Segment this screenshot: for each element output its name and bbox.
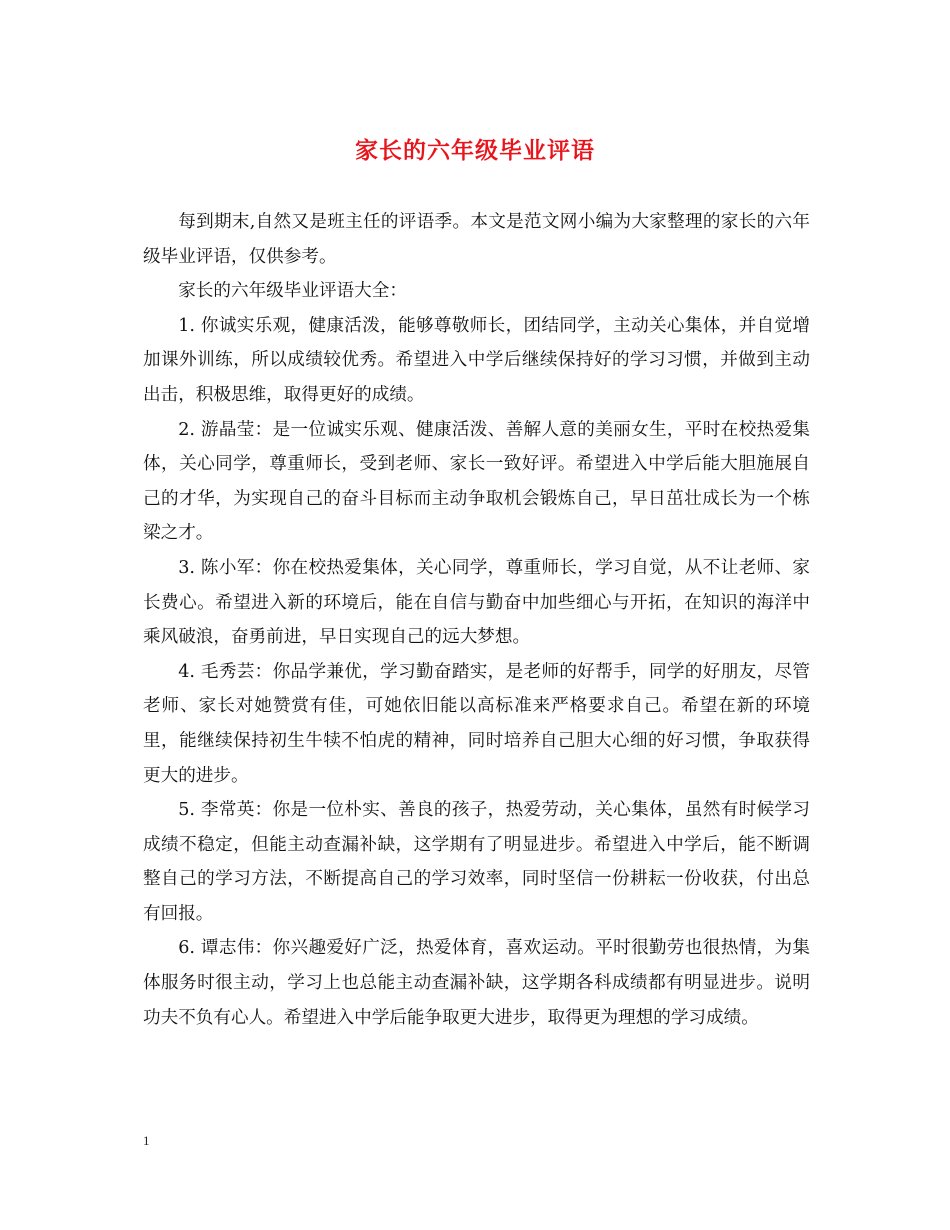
document-title: 家长的六年级毕业评语 [355, 137, 595, 164]
comment-item-1: 1. 你诚实乐观，健康活泼，能够尊敬师长，团结同学，主动关心集体，并自觉增加课外训练，所以成绩较优秀。希望进入中学后继续保持好的学习习惯，并做到主动出击，积极思维，取得更好的成绩。 [143, 315, 810, 405]
comment-item-3: 3. 陈小军：你在校热爱集体，关心同学，尊重师长，学习自觉，从不让老师、家长费心。希望进入新的环境后，能在自信与勤奋中加些细心与开拓，在知识的海洋中乘风破浪，奋勇前进，早日实现自己的远大梦想。 [143, 557, 810, 648]
comment-item-6: 6. 谭志伟：你兴趣爱好广泛，热爱体育，喜欢运动。平时很勤劳也很热情，为集体服务时很主动，学习上也总能主动查漏补缺，这学期各科成绩都有明显进步。说明功夫不负有心人。希望进入中学后能争取更大进步，取得更为理想的学习成绩。 [143, 938, 810, 1028]
comment-item-5: 5. 李常英：你是一位朴实、善良的孩子，热爱劳动，关心集体，虽然有时候学习成绩不稳定，但能主动查漏补缺，这学期有了明显进步。希望进入中学后，能不断调整自己的学习方法，不断提高自己的学习效率，同时坚信一份耕耘一份收获，付出总有回报。 [143, 800, 810, 924]
section-heading: 家长的六年级毕业评语大全： [178, 281, 407, 302]
comment-item-4: 4. 毛秀芸：你品学兼优，学习勤奋踏实，是老师的好帮手，同学的好朋友，尽管老师、家长对她赞赏有佳，可她依旧能以高标准来严格要求自己。希望在新的环境里，能继续保持初生牛犊不怕虎的精神，同时培养自己胆大心细的好习惯，争取获得更大的进步。 [143, 661, 810, 786]
comment-item-2: 2. 游晶莹：是一位诚实乐观、健康活泼、善解人意的美丽女生，平时在校热爱集体，关心同学，尊重师长，受到老师、家长一致好评。希望进入中学后能大胆施展自己的才华，为实现自己的奋斗目标而主动争取机会锻炼自己，早日茁壮成长为一个栋梁之才。 [143, 419, 810, 544]
intro-paragraph: 每到期末,自然又是班主任的评语季。本文是范文网小编为大家整理的家长的六年级毕业评语，仅供参考。 [143, 212, 810, 267]
page-number: 1 [143, 1133, 150, 1148]
document-body [143, 205, 810, 1035]
